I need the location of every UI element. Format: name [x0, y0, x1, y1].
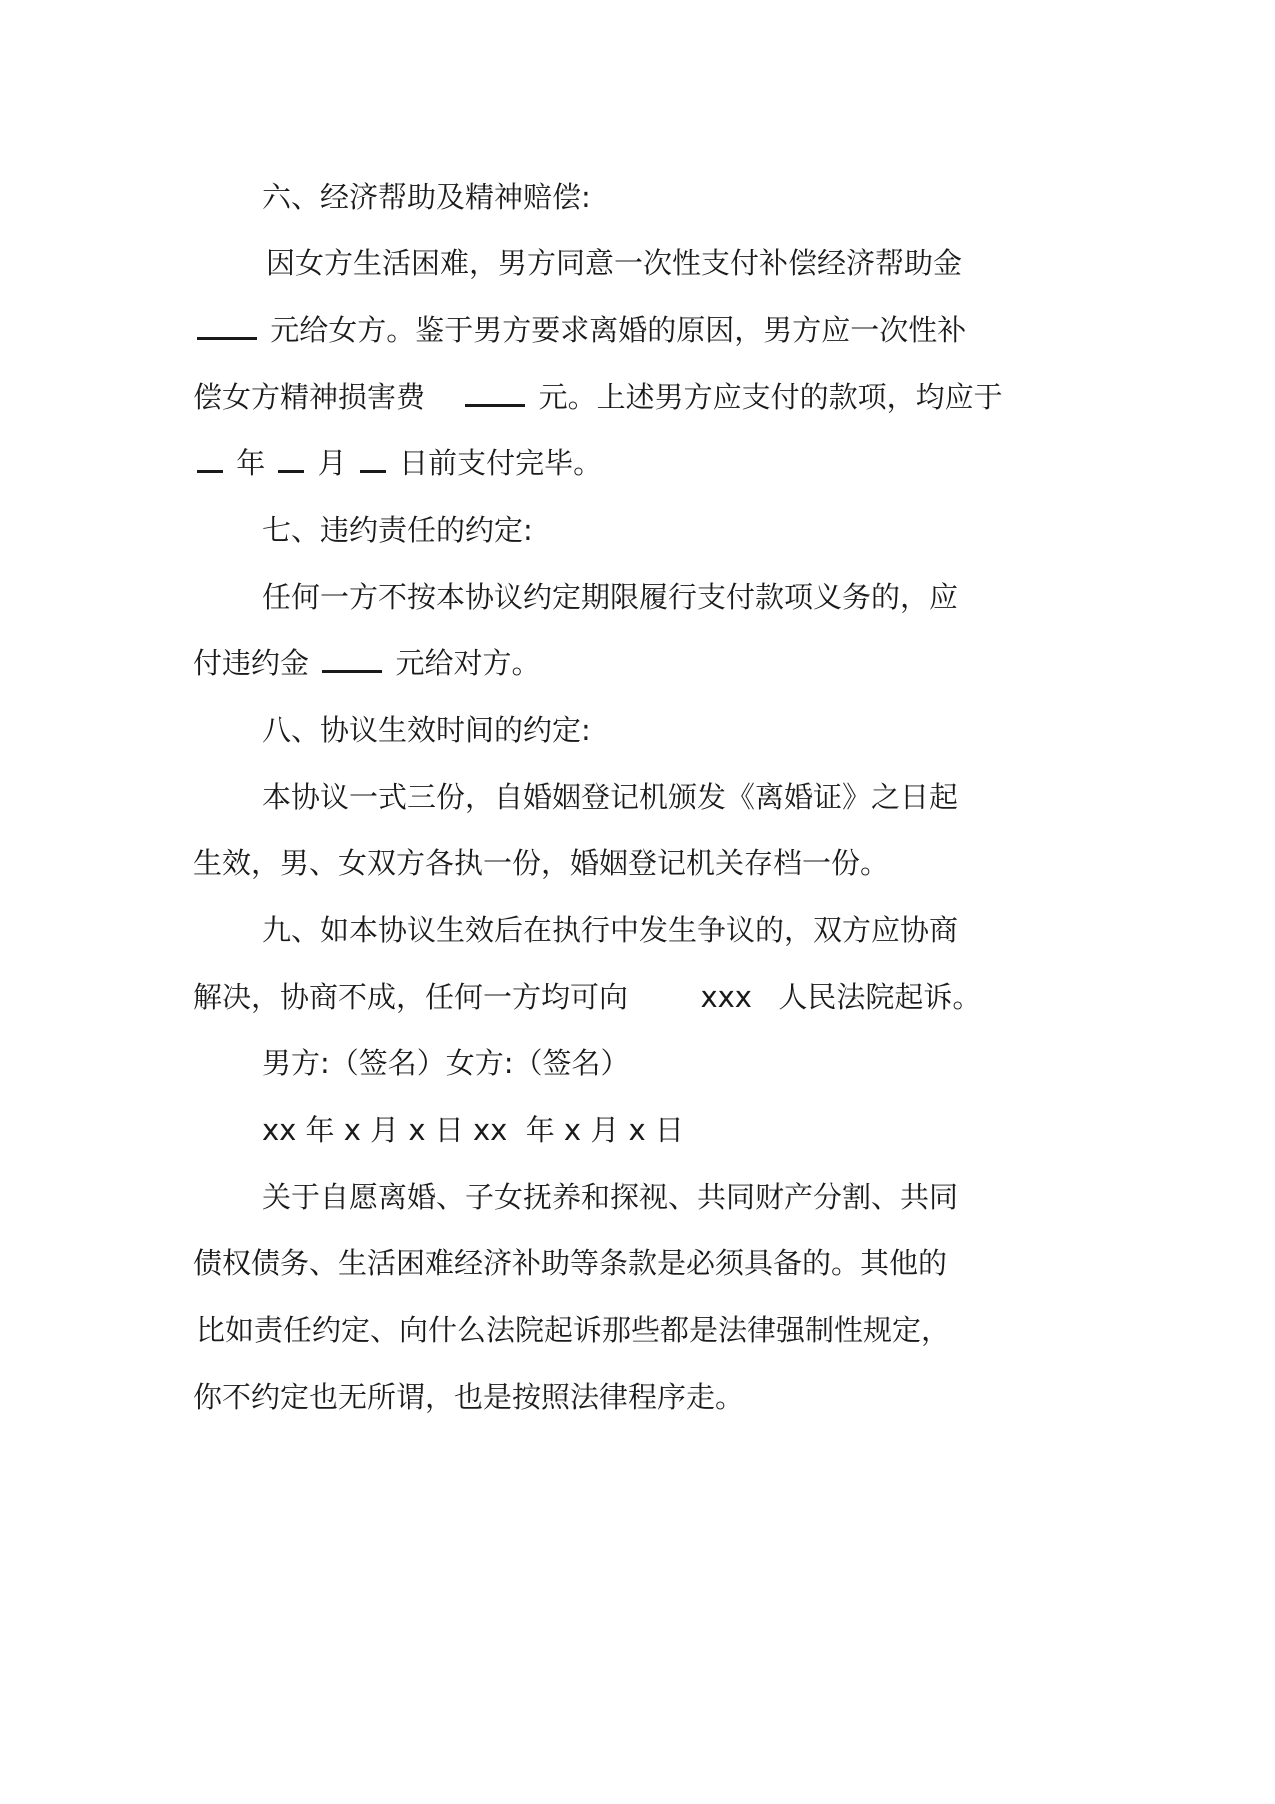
text: 八、协议生效时间的约定: — [262, 713, 591, 747]
text: 任何一方不按本协议约定期限履行支付款项义务的，应 — [262, 580, 959, 614]
heading-effective-time — [262, 710, 591, 750]
text: 偿女方精神损害费 — [193, 380, 426, 414]
text: 人民法院起诉。 — [778, 980, 982, 1014]
text: 关于自愿离婚、子女抚养和探视、共同财产分割、共同 — [262, 1180, 959, 1214]
paragraph-line — [193, 977, 981, 1017]
text: 九、如本协议生效后在执行中发生争议的，双方应协商 — [262, 913, 959, 947]
text: 生效，男、女双方各执一份，婚姻登记机关存档一份。 — [193, 846, 890, 880]
paragraph-line — [266, 243, 962, 283]
paragraph-line — [193, 443, 602, 483]
court-placeholder: xxx — [700, 980, 752, 1014]
paragraph-line — [262, 577, 958, 617]
text: 比如责任约定、向什么法院起诉那些都是法律强制性规定， — [196, 1313, 951, 1347]
paragraph-line — [196, 1310, 950, 1350]
blank-line — [197, 444, 223, 473]
text: 月 — [317, 446, 347, 480]
text: xx 年 x 月 x 日 xx 年 x 月 x 日 — [262, 1113, 684, 1147]
blank-line — [465, 378, 525, 407]
text: 元。上述男方应支付的款项，均应于 — [538, 380, 1003, 414]
text: 元给对方。 — [395, 646, 541, 680]
text: 男方:（签名）女方:（签名） — [262, 1046, 630, 1080]
paragraph-line — [193, 377, 1003, 417]
date-line — [262, 1110, 684, 1150]
signature-line — [262, 1043, 630, 1083]
heading-economic-help — [262, 177, 591, 217]
paragraph-line — [193, 1377, 744, 1417]
heading-breach-liability — [262, 510, 533, 550]
blank-line — [278, 444, 304, 473]
text: 日前支付完毕。 — [399, 446, 603, 480]
text: 付违约金 — [193, 646, 310, 680]
text: 元给女方。鉴于男方要求离婚的原因，男方应一次性补 — [270, 313, 967, 347]
text: 六、经济帮助及精神赔偿: — [262, 180, 591, 214]
paragraph-line — [193, 643, 540, 683]
paragraph-line — [262, 777, 958, 817]
text: 你不约定也无所谓，也是按照法律程序走。 — [193, 1380, 745, 1414]
text: 债权债务、生活困难经济补助等条款是必须具备的。其他的 — [193, 1246, 948, 1280]
paragraph-line — [262, 910, 958, 950]
paragraph-line — [193, 310, 966, 350]
blank-line — [360, 444, 386, 473]
blank-line — [197, 311, 257, 340]
text: 年 — [236, 446, 266, 480]
paragraph-line — [193, 1243, 947, 1283]
text: 本协议一式三份，自婚姻登记机颁发《离婚证》之日起 — [262, 780, 959, 814]
paragraph-line — [193, 843, 889, 883]
paragraph-line — [262, 1177, 958, 1217]
blank-line — [322, 644, 382, 673]
text: 因女方生活困难，男方同意一次性支付补偿经济帮助金 — [266, 246, 963, 280]
text: 七、违约责任的约定: — [262, 513, 533, 547]
text: 解决，协商不成，任何一方均可向 — [193, 980, 629, 1014]
